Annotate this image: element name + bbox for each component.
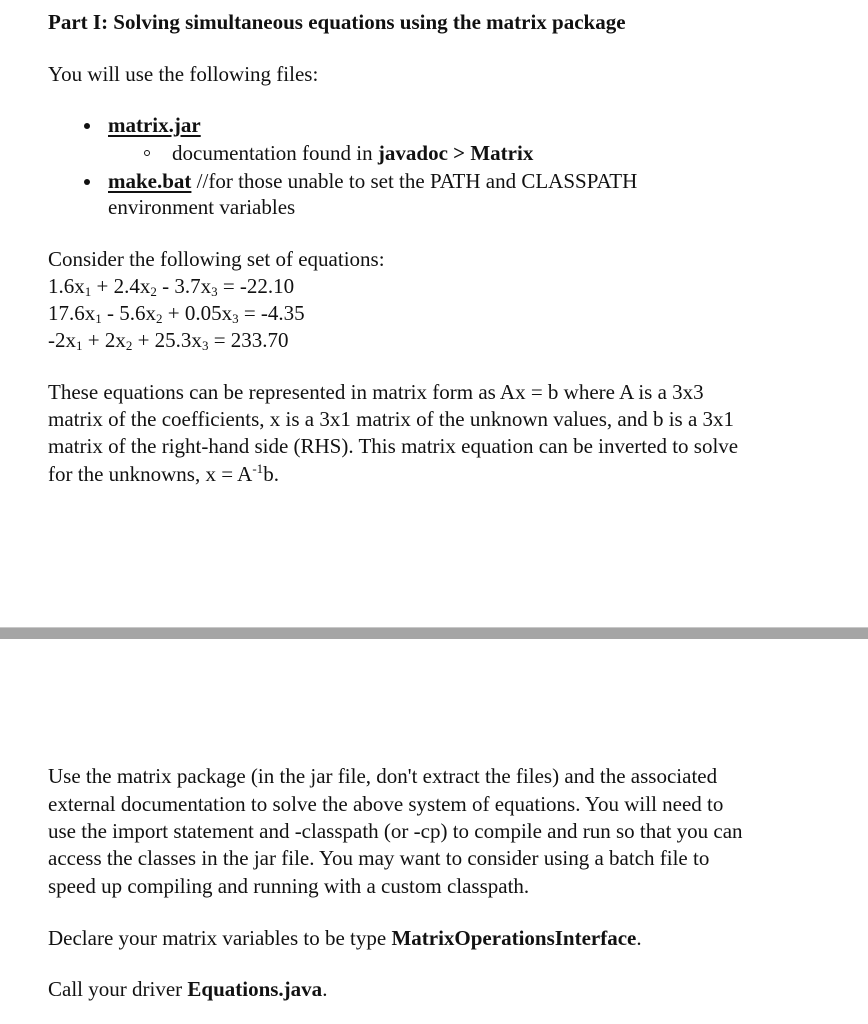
page-divider [0, 627, 868, 639]
matrix-paragraph-line: matrix of the coefficients, x is a 3x1 matrix of the unknown values, and b is a 3x1 [48, 407, 735, 431]
instructions-line: use the import statement and -classpath (or -cp) to compile and run so that you can [48, 819, 743, 843]
make-bat-desc: //for those unable to set the PATH and CLASSPATH [191, 169, 638, 193]
driver-filename: Equations.java [187, 977, 323, 1001]
page-title: Part I: Solving simultaneous equations using the matrix package [48, 10, 626, 34]
instructions-line: external documentation to solve the above system of equations. You will need to [48, 792, 724, 816]
make-bat-item [108, 167, 637, 195]
circle-bullet-icon [144, 150, 150, 156]
call-driver-text: Call your driver Equations.java. [48, 977, 328, 1001]
javadoc-path: javadoc > Matrix [377, 141, 534, 165]
documentation-note [172, 139, 533, 167]
bullet-icon [84, 123, 90, 129]
file-make-bat: make.bat [108, 169, 192, 193]
instructions-line: speed up compiling and running with a custom classpath. [48, 874, 530, 898]
interface-name: MatrixOperationsInterface [391, 926, 637, 950]
equation-2: $17.6x_1 - 5.6x_2 + 0.05x_3 = -4.35$ [48, 301, 305, 326]
equation-1: $1.6x_1 + 2.4x_2 - 3.7x_3 = -22.10$ [48, 274, 295, 299]
declare-text: Declare your matrix variables to be type MatrixOperationsInterface. [48, 926, 642, 950]
matrix-paragraph-line: matrix of the right-hand side (RHS). This matrix equation can be inverted to solve [48, 434, 739, 458]
instructions-line: Use the matrix package (in the jar file, don't extract the files) and the associated [48, 764, 718, 788]
matrix-paragraph-line: for the unknowns, $x = A^{-1}b$. [48, 461, 279, 486]
intro-text: You will use the following files: [48, 62, 319, 86]
bullet-icon [84, 179, 90, 185]
equation-3: $-2x_1 + 2x_2 + 25.3x_3 = 233.70$ [48, 328, 289, 353]
file-matrix-jar: matrix.jar [108, 113, 201, 137]
matrix-paragraph-line: These equations can be represented in matrix form as Ax = b where A is a 3x3 [48, 380, 704, 404]
make-bat-desc-cont: environment variables [108, 195, 296, 219]
consider-text: Consider the following set of equations: [48, 247, 385, 271]
documentation-prefix: documentation found in [172, 141, 378, 165]
instructions-line: access the classes in the jar file. You may want to consider using a batch file to [48, 846, 710, 870]
